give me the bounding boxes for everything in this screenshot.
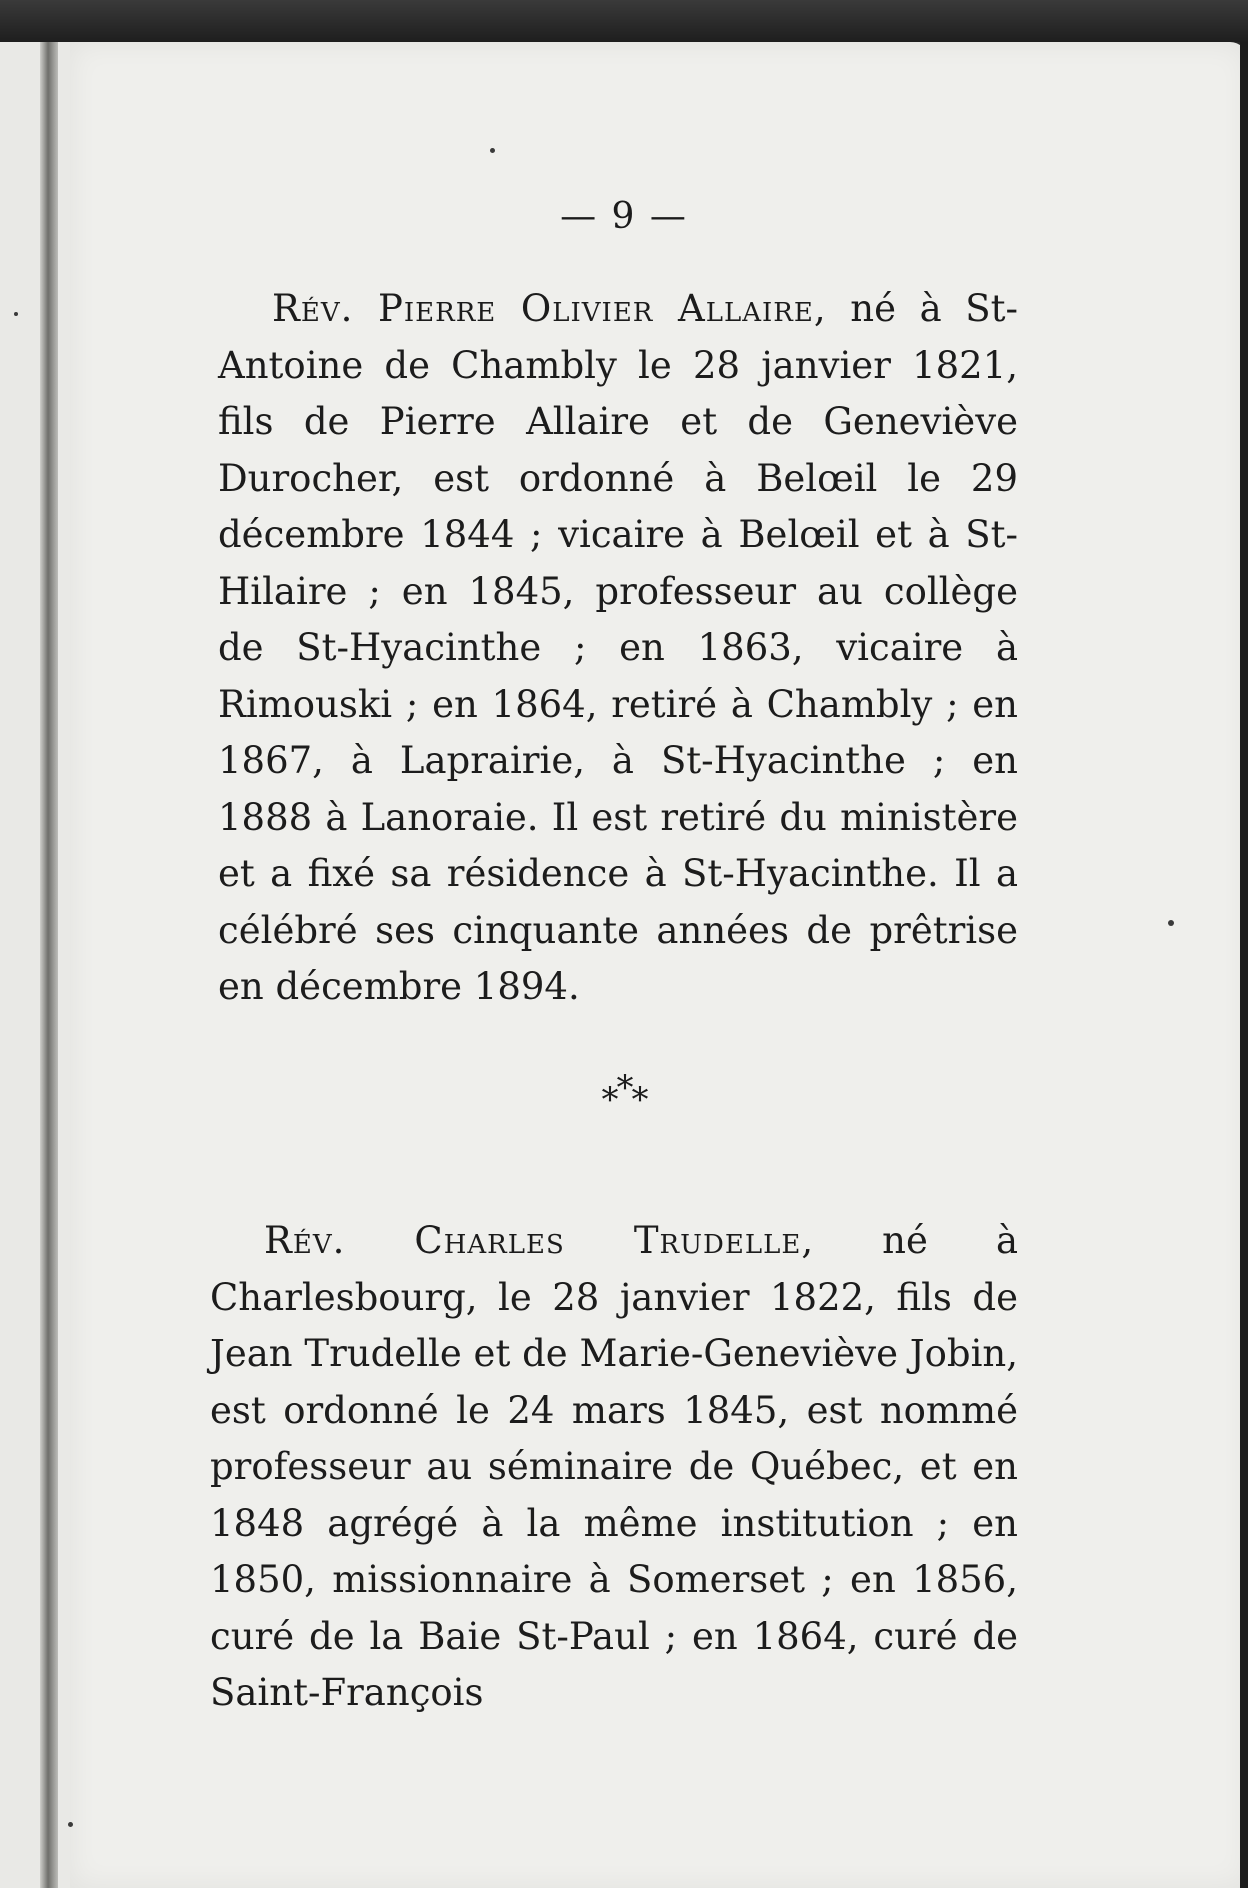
scan-right-border (1240, 42, 1248, 1888)
entry-name: Rév. Charles Trudelle, (264, 1219, 815, 1262)
scan-left-margin (0, 42, 70, 1888)
page-number: — 9 — (560, 196, 688, 237)
entry-text: né à St-Antoine de Chambly le 28 janvier 1821, fils de Pierre Allaire et de Geneviève Durocher, est ordonné à Belœil le 29 décembre 1844 ; vicaire à Belœil et à St-Hilaire ; en 1845, professeur au collège de St-Hyacinthe ; en 1863, vicaire à Rimouski ; en 1864, retiré à Chambly ; en 1867, à Laprairie, à St-Hyacinthe ; en 1888 à Lanoraie. Il est retiré du ministère et a fixé sa résidence à St-Hyacinthe. Il a célébré ses cinquante années de prêtrise en décembre 1894. (218, 287, 1018, 1008)
asterism-separator (0, 1068, 1248, 1120)
scan-speck (68, 1822, 73, 1827)
asterisk-middle: * (616, 1068, 632, 1108)
entry-name: Rév. Pierre Olivier Allaire, (272, 287, 827, 330)
asterisk-right: * (631, 1080, 647, 1120)
entry-text: né à Charlesbourg, le 28 janvier 1822, fils de Jean Trudelle et de Marie-Geneviève Jobin, est ordonné le 24 mars 1845, est nommé professeur au séminaire de Québec, et en 1848 agrégé à la même institution ; en 1850, missionnaire à Somerset ; en 1856, curé de la Baie St-Paul ; en 1864, curé de Saint-François (210, 1219, 1018, 1714)
asterisk-left: * (601, 1080, 617, 1120)
scan-speck (490, 148, 495, 153)
biography-entry-trudelle (210, 1213, 1018, 1722)
book-binding-edge (40, 42, 58, 1888)
scan-speck (1168, 920, 1174, 926)
scan-speck (14, 312, 18, 316)
scan-top-border (0, 0, 1248, 42)
biography-entry-allaire (218, 281, 1018, 1016)
